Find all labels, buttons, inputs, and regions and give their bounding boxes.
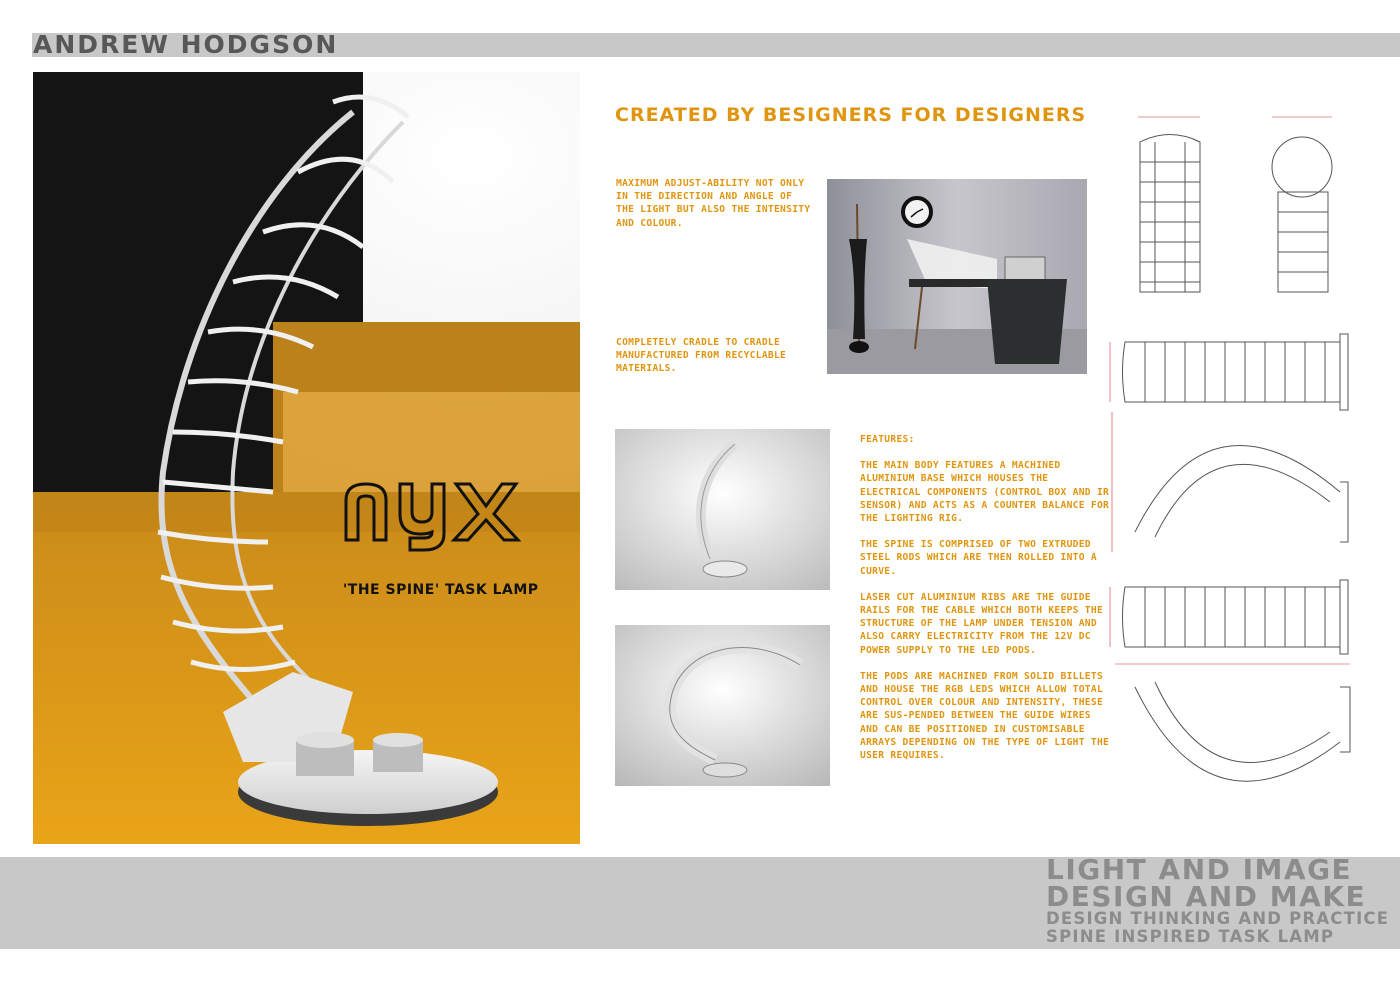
technical-drawings	[1100, 102, 1400, 822]
nyx-logo	[340, 472, 550, 556]
features-section	[860, 433, 1115, 775]
feature-spine: THE SPINE IS COMPRISED OF TWO EXTRUDED STEEL RODS WHICH ARE THEN ROLLED INTO A CURVE.	[860, 539, 1097, 577]
footer-line-1: LIGHT AND IMAGE	[1046, 853, 1353, 886]
footer-line-3: DESIGN THINKING AND PRACTICE	[1046, 909, 1390, 928]
lamp-render-side	[615, 625, 830, 786]
feature-base: THE MAIN BODY FEATURES A MACHINED ALUMINIUM BASE WHICH HOUSES THE ELECTRICAL COMPONENTS (CONTROL BOX AND IR SENSOR) AND ACTS AS A COUNTER BALANCE FOR THE LIGHTING RIG.	[860, 460, 1110, 525]
desk-scene-photo	[827, 179, 1087, 374]
footer-line-2: DESIGN AND MAKE	[1046, 880, 1367, 913]
headline: CREATED BY BESIGNERS FOR DESIGNERS	[615, 104, 1087, 126]
features-heading: FEATURES:	[860, 434, 915, 445]
lamp-render-front	[615, 429, 830, 590]
feature-ribs: LASER CUT ALUMINIUM RIBS ARE THE GUIDE RAILS FOR THE CABLE WHICH BOTH KEEPS THE STRUCTURE OF THE LAMP UNDER TENSION AND ALSO CARRY ELECTRICITY FROM THE 12V DC POWER SUPPLY TO THE LED PODS.	[860, 591, 1104, 656]
lamp-subtitle: 'THE SPINE' TASK LAMP	[343, 582, 539, 598]
footer-title-block	[1046, 853, 1390, 946]
footer-line-4: SPINE INSPIRED TASK LAMP	[1046, 927, 1335, 946]
point-cradle: COMPLETELY CRADLE TO CRADLE MANUFACTURED FROM RECYCLABLE MATERIALS.	[616, 337, 787, 375]
hero-lamp-render	[33, 72, 580, 844]
feature-pods: THE PODS ARE MACHINED FROM SOLID BILLETS AND HOUSE THE RGB LEDS WHICH ALLOW TOTAL CONTROL OVER COLOUR AND INTENSITY, THESE ARE SUS-PENDED BETWEEN THE GUIDE WIRES AND CAN BE POSITIONED IN CUSTOMISABLE ARRAYS DEPENDING ON THE TYPE OF LIGHT THE USER REQUIRES.	[860, 670, 1110, 762]
author-name: ANDREW HODGSON	[33, 30, 339, 59]
point-adjustability: MAXIMUM ADJUST-ABILITY NOT ONLY IN THE DIRECTION AND ANGLE OF THE LIGHT BUT ALSO THE INTENSITY AND COLOUR.	[616, 178, 811, 229]
